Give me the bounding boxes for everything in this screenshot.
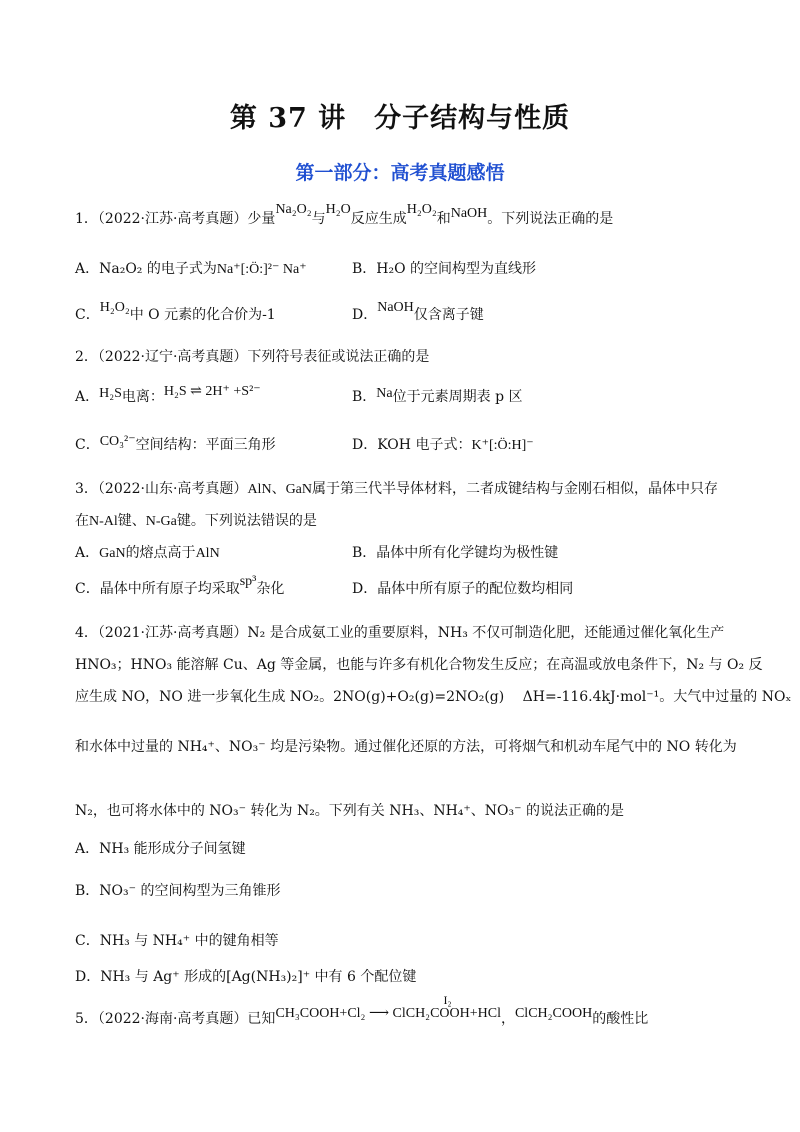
q4-option-b[interactable]: B．NO₃⁻ 的空间构型为三角锥形	[75, 883, 281, 899]
option-label: C．	[75, 437, 100, 453]
q5-stem-end: 的酸性比	[592, 1011, 649, 1027]
q1-formula-h2o: H₂O	[325, 202, 351, 217]
q1-option-a[interactable]	[75, 258, 307, 278]
separator: 、	[271, 481, 286, 497]
option-label: C．	[75, 307, 100, 323]
formula: NaOH	[377, 300, 414, 315]
q1-formula-naoh: NaOH	[450, 206, 488, 221]
q4-line2: HNO₃；HNO₃ 能溶解 Cu、Ag 等金属，也能与许多有机化合物发生反应；在高温或放电条件下，N₂ 与 O₂ 反	[75, 657, 763, 673]
q3-option-d[interactable]: D．晶体中所有原子的配位数均相同	[352, 581, 574, 597]
q4-line5: N₂，也可将水体中的 NO₃⁻ 转化为 N₂。下列有关 NH₃、NH₄⁺、NO₃⁻ 的说法正确的是	[75, 803, 624, 819]
option-text: 电离：	[121, 389, 164, 405]
option-text: 的熔点高于	[125, 545, 196, 561]
electron-formula: K⁺[:Ö:H]⁻	[471, 438, 534, 453]
q3-option-b[interactable]: B．晶体中所有化学键均为极性键	[352, 545, 559, 561]
option-text: C．晶体中所有原子均采取	[75, 581, 240, 597]
formula: H₂O₂	[99, 300, 130, 315]
option-label: A．	[75, 545, 100, 561]
q3-stem-text-b: 属于第三代半导体材料，二者成键结构与金刚石相似，晶体中只存	[312, 481, 718, 497]
q2-option-c[interactable]	[75, 434, 276, 454]
formula-gan: GaN	[99, 546, 126, 561]
catalyst-label: I₂	[443, 993, 452, 1007]
q2-option-a[interactable]	[75, 386, 261, 406]
q2-option-d[interactable]	[352, 434, 534, 454]
formula: CO₃²⁻	[99, 434, 136, 449]
q4-option-a[interactable]: A．NH₃ 能形成分子间氢键	[75, 841, 246, 857]
q1-text-he: 和	[436, 211, 451, 227]
q1-formula-na2o2: Na₂O₂	[275, 202, 312, 217]
electron-formula: Na⁺[:Ö:]²⁻ Na⁺	[216, 262, 307, 277]
q1-text-react: 反应生成	[350, 211, 407, 227]
q1-stem-text: 1．（2022·江苏·高考真题）少量	[75, 211, 276, 227]
separator: ，	[500, 1011, 515, 1027]
formula-aln: AlN	[195, 546, 220, 561]
q4-line4: 和水体中过量的 NH₄⁺、NO₃⁻ 均是污染物。通过催化还原的方法，可将烟气和机动车尾气中的 NO 转化为	[75, 739, 737, 755]
option-label: D．	[352, 307, 378, 323]
text: 键。下列说法错误的是	[176, 513, 317, 529]
option-text: 仅含离子键	[413, 307, 484, 323]
q5-stem	[75, 993, 649, 1028]
q3-stem-line2	[75, 510, 317, 530]
option-text-end: 杂化	[256, 581, 285, 597]
option-text: 中 O 元素的化合价为-1	[129, 307, 276, 323]
formula: H₂S	[99, 386, 122, 401]
reaction-equation: CH₃COOH+Cl₂ ⟶ ClCH₂COOH+HCl	[275, 1006, 501, 1021]
q1-stem	[75, 202, 614, 228]
text: 在	[75, 513, 89, 529]
ionization-equation: H₂S ⇌ 2H⁺ +S²⁻	[163, 384, 261, 399]
q4-option-c[interactable]: C．NH₃ 与 NH₄⁺ 中的键角相等	[75, 933, 279, 949]
formula-clch2cooh: ClCH₂COOH	[514, 1006, 593, 1021]
q1-option-d[interactable]	[352, 300, 484, 324]
bond-n-ga: N-Ga	[145, 514, 177, 529]
page-title: 第 37 讲 分子结构与性质	[229, 103, 571, 134]
q4-option-d[interactable]: D．NH₃ 与 Ag⁺ 形成的[Ag(NH₃)₂]⁺ 中有 6 个配位键	[75, 969, 417, 985]
q1-formula-h2o2: H₂O₂	[406, 202, 437, 217]
section-subtitle: 第一部分：高考真题感悟	[295, 162, 505, 184]
q3-stem-text: 3．（2022·山东·高考真题）	[75, 481, 248, 497]
option-text: 空间结构：平面三角形	[135, 437, 276, 453]
option-label: A．	[75, 261, 100, 277]
text: 键、	[117, 513, 146, 529]
q1-option-b[interactable]: B．H₂O 的空间构型为直线形	[352, 261, 537, 277]
q3-option-a[interactable]	[75, 542, 220, 562]
q3-stem-line1	[75, 478, 718, 498]
option-text: Na₂O₂ 的电子式为	[99, 261, 217, 277]
option-text: 位于元素周期表 p 区	[392, 389, 523, 405]
q5-stem-text: 5．（2022·海南·高考真题）已知	[75, 1011, 276, 1027]
q1-stem-end: 。下列说法正确的是	[487, 211, 614, 227]
formula: Na	[376, 386, 393, 401]
option-label: A．	[75, 389, 100, 405]
formula-sp3: sp³	[239, 574, 257, 589]
q1-option-c[interactable]	[75, 300, 276, 324]
q1-text-yu: 与	[311, 211, 326, 227]
q3-option-c[interactable]	[75, 574, 285, 598]
q4-line3: 应生成 NO，NO 进一步氧化生成 NO₂。2NO(g)+O₂(g)=2NO₂(g) ΔH=-116.4kJ·mol⁻¹。大气中过量的 NOₓ	[75, 689, 792, 705]
bond-n-al: N-Al	[89, 514, 118, 529]
formula-aln: AlN	[247, 482, 272, 497]
formula-gan: GaN	[285, 482, 312, 497]
option-label: B．	[352, 389, 377, 405]
q2-stem: 2．（2022·辽宁·高考真题）下列符号表征或说法正确的是	[75, 349, 430, 365]
option-text: D．KOH 电子式：	[352, 437, 472, 453]
q4-line1: 4．（2021·江苏·高考真题）N₂ 是合成氨工业的重要原料，NH₃ 不仅可制造化肥，还能通过催化氧化生产	[75, 625, 725, 641]
q2-option-b[interactable]	[352, 386, 523, 406]
